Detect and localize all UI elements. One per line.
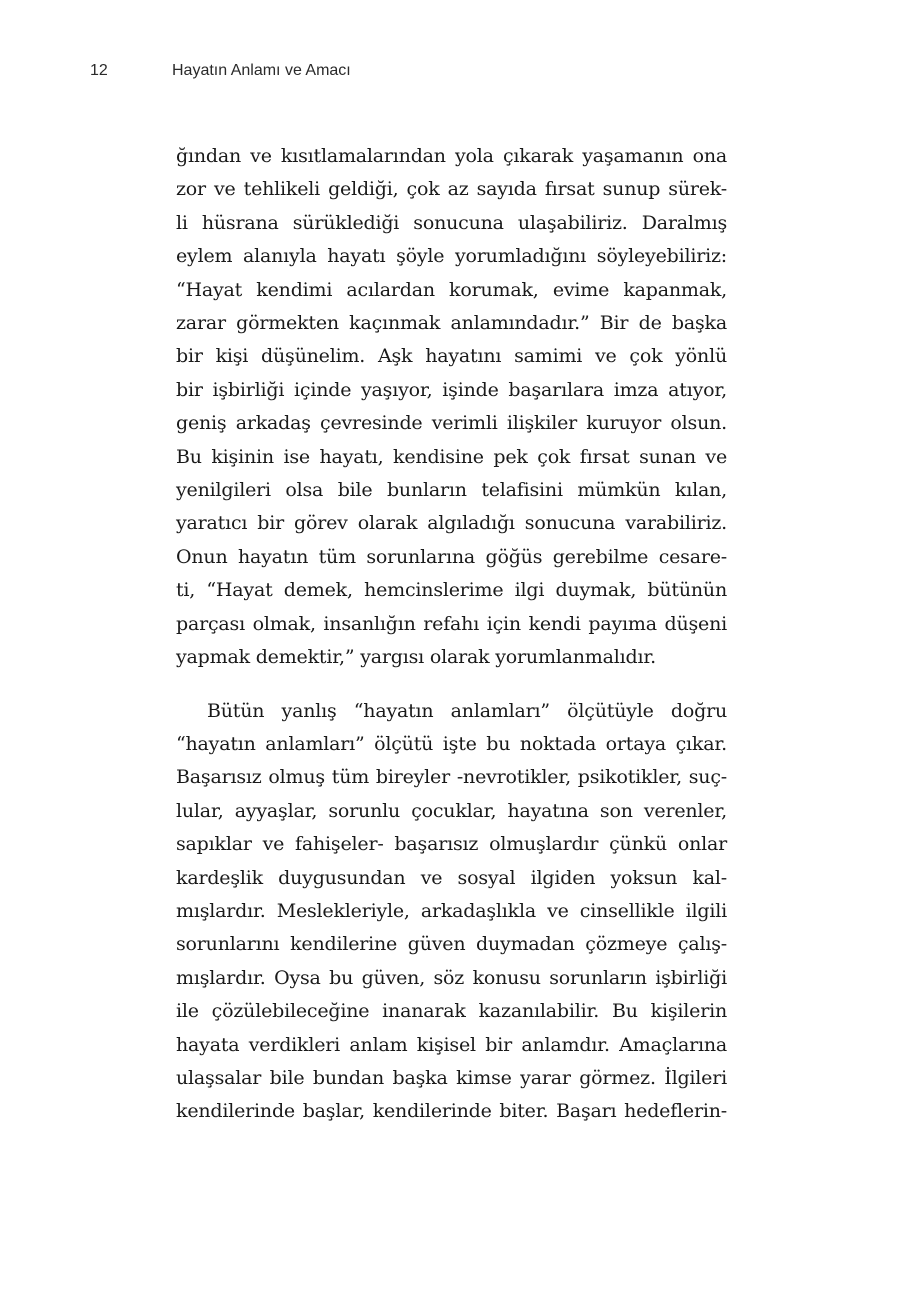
text-line: “hayatın anlamları” ölçütü işte bu noktada ortaya çıkar. bbox=[176, 732, 727, 755]
text-line: geniş arkadaş çevresinde verimli ilişkiler kuruyor olsun. bbox=[176, 412, 727, 435]
running-title: Hayatın Anlamı ve Amacı bbox=[172, 62, 351, 79]
text-line: Bütün yanlış “hayatın anlamları” ölçütüyle doğru bbox=[207, 699, 727, 722]
text-line: “Hayat kendimi acılardan korumak, evime kapanmak, bbox=[176, 278, 727, 301]
text-line: ti, “Hayat demek, hemcinslerime ilgi duymak, bütünün bbox=[176, 579, 727, 602]
text-line: lular, ayyaşlar, sorunlu çocuklar, hayatına son verenler, bbox=[176, 799, 727, 822]
text-line: ile çözülebileceğine inanarak kazanılabilir. Bu kişilerin bbox=[176, 1000, 727, 1023]
text-line: Onun hayatın tüm sorunlarına göğüs gerebilme cesare- bbox=[176, 545, 727, 568]
text-line: yapmak demektir,” yargısı olarak yorumlanmalıdır. bbox=[176, 646, 656, 669]
text-line: yenilgileri olsa bile bunların telafisini mümkün kılan, bbox=[176, 479, 727, 502]
text-line: sorunlarını kendilerine güven duymadan çözmeye çalış- bbox=[176, 933, 727, 956]
page-number: 12 bbox=[90, 62, 108, 79]
text-line: yaratıcı bir görev olarak algıladığı sonucuna varabiliriz. bbox=[176, 512, 727, 535]
text-line: mışlardır. Oysa bu güven, söz konusu sorunların işbirliği bbox=[176, 966, 727, 989]
text-line: hayata verdikleri anlam kişisel bir anlamdır. Amaçlarına bbox=[176, 1033, 727, 1056]
text-line: bir işbirliği içinde yaşıyor, işinde başarılara imza atıyor, bbox=[176, 378, 727, 401]
running-head bbox=[90, 62, 351, 80]
text-line: bir kişi düşünelim. Aşk hayatını samimi ve çok yönlü bbox=[176, 345, 727, 368]
text-line: kendilerinde başlar, kendilerinde biter. Başarı hedeflerin- bbox=[176, 1100, 727, 1123]
text-line: li hüsrana sürüklediği sonucuna ulaşabiliriz. Daralmış bbox=[176, 211, 727, 234]
text-line: parçası olmak, insanlığın refahı için kendi payıma düşeni bbox=[176, 612, 727, 635]
text-line: Başarısız olmuş tüm bireyler -nevrotikler, psikotikler, suç- bbox=[176, 766, 727, 789]
text-line: zor ve tehlikeli geldiği, çok az sayıda fırsat sunup sürek- bbox=[176, 178, 727, 201]
paragraph bbox=[176, 695, 727, 1129]
body-text bbox=[176, 140, 727, 1129]
text-line: zarar görmekten kaçınmak anlamındadır.” Bir de başka bbox=[176, 312, 727, 335]
paragraph-gap bbox=[176, 675, 727, 695]
text-line: Bu kişinin ise hayatı, kendisine pek çok fırsat sunan ve bbox=[176, 445, 727, 468]
text-line: ulaşsalar bile bundan başka kimse yarar görmez. İlgileri bbox=[176, 1066, 727, 1089]
text-line: ğından ve kısıtlamalarından yola çıkarak yaşamanın ona bbox=[176, 145, 727, 167]
paragraph bbox=[176, 140, 727, 675]
text-line: sapıklar ve fahişeler- başarısız olmuşlardır çünkü onlar bbox=[176, 833, 727, 856]
text-line: mışlardır. Meslekleriyle, arkadaşlıkla ve cinsellikle ilgili bbox=[176, 899, 727, 922]
text-line: eylem alanıyla hayatı şöyle yorumladığını söyleyebiliriz: bbox=[176, 245, 727, 268]
text-line: kardeşlik duygusundan ve sosyal ilgiden yoksun kal- bbox=[176, 866, 727, 889]
